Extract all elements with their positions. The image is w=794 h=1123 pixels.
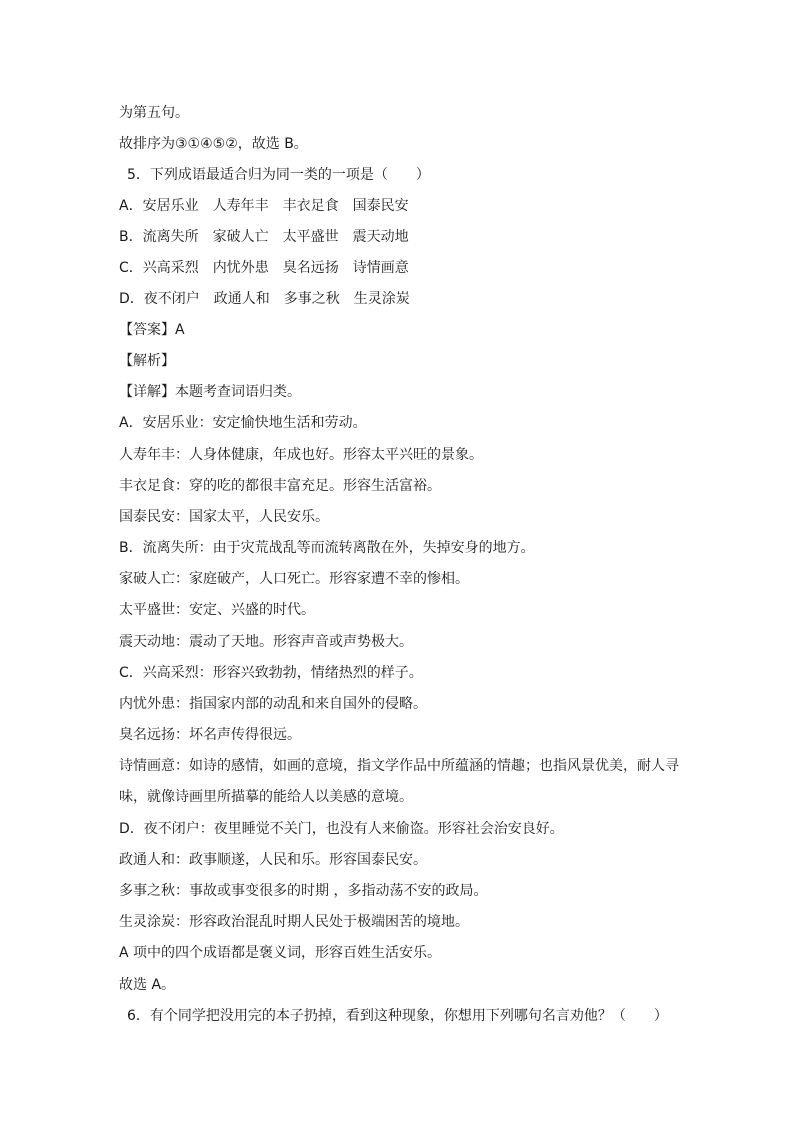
text-line: B．流离失所：由于灾荒战乱等而流转离散在外，失掉安身的地方。 [119,540,535,556]
text-line: 故选 A。 [119,977,176,993]
text-line: 生灵涂炭：形容政治混乱时期人民处于极端困苦的境地。 [119,914,469,930]
text-line: 家破人亡：家庭破产，人口死亡。形容家遭不幸的惨相。 [119,571,469,587]
text-line: D．夜不闭户：夜里睡觉不关门，也没有人来偷盗。形容社会治安良好。 [119,821,564,837]
option-a: A．安居乐业 人寿年丰 丰衣足食 国泰民安 [119,198,409,214]
text-line: 国泰民安：国家太平，人民安乐。 [119,509,329,525]
analysis-label: 【解析】 [119,353,175,369]
text-line: 故排序为③①④⑤②，故选 B。 [119,136,308,152]
text-line: 人寿年丰：人身体健康，年成也好。形容太平兴旺的景象。 [119,447,483,463]
text-line: A 项中的四个成语都是褒义词，形容百姓生活安乐。 [119,945,442,961]
answer-label: 【答案】A [119,322,185,338]
question-6-stem: 6．有个同学把没用完的本子扔掉，看到这种现象，你想用下列哪句名言劝他？（ ） [127,1008,668,1024]
question-5-stem: 5．下列成语最适合归为同一类的一项是（ ） [127,167,430,183]
text-line: 诗情画意：如诗的感情，如画的意境，指文学作品中所蕴涵的情趣；也指风景优美，耐人寻 [119,758,679,774]
text-line: 震天动地：震动了天地。形容声音或声势极大。 [119,634,413,650]
text-line: C．兴高采烈：形容兴致勃勃，情绪热烈的样子。 [119,665,423,681]
text-line: 太平盛世：安定、兴盛的时代。 [119,602,315,618]
option-c: C．兴高采烈 内忧外患 臭名远扬 诗情画意 [119,260,409,276]
option-d: D．夜不闭户 政通人和 多事之秋 生灵涂炭 [119,291,410,307]
text-line: 内忧外患：指国家内部的动乱和来自国外的侵略。 [119,696,427,712]
text-line: 政通人和：政事顺遂，人民和乐。形容国泰民安。 [119,852,427,868]
text-line: 多事之秋：事故或事变很多的时期 ，多指动荡不安的政局。 [119,883,488,899]
text-line: 为第五句。 [119,105,189,121]
option-b: B．流离失所 家破人亡 太平盛世 震天动地 [119,229,409,245]
detail-heading: 【详解】本题考查词语归类。 [119,384,301,400]
text-line: 味，就像诗画里所描摹的能给人以美感的意境。 [119,789,413,805]
text-line: 丰衣足食：穿的吃的都很丰富充足。形容生活富裕。 [119,478,441,494]
text-line: 臭名远扬：坏名声传得很远。 [119,727,301,743]
text-line: A．安居乐业：安定愉快地生活和劳动。 [119,415,367,431]
